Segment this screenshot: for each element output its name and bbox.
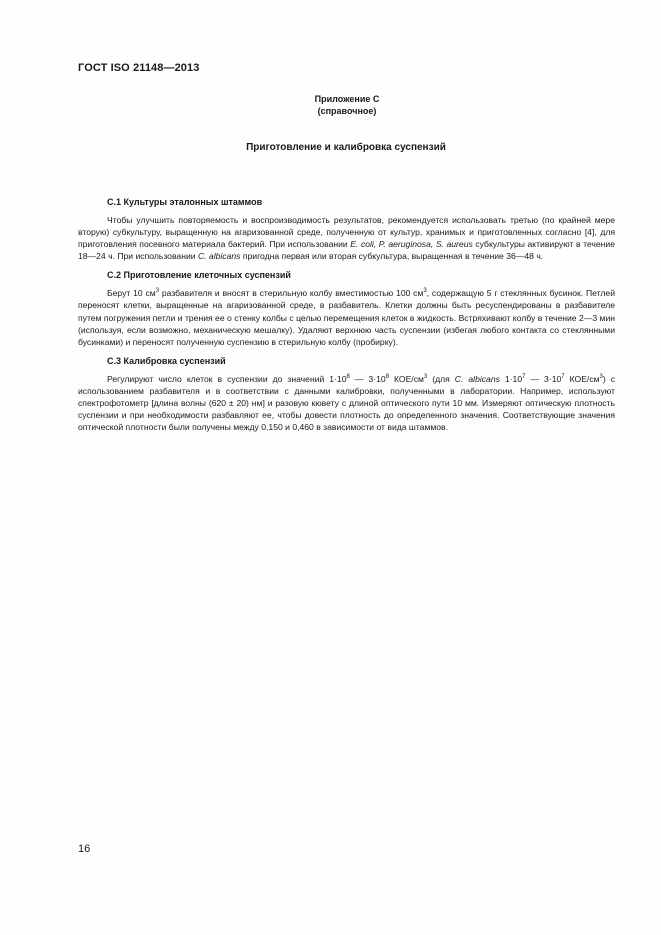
paragraph-text: пригодна первая или вторая субкультура, выращенная в течение 36—48 ч. [240, 251, 544, 262]
section-c1 [78, 196, 615, 262]
superscript: 8 [346, 373, 350, 380]
section-heading: С.1 Культуры эталонных штаммов [107, 197, 263, 207]
annex-label: Приложение С [314, 94, 380, 104]
standard-designation: ГОСТ ISO 21148—2013 [78, 62, 200, 74]
paragraph-text: (для [427, 373, 455, 384]
page-title: Приготовление и калибровка суспензий [246, 142, 446, 153]
species-name: C. albicans [197, 251, 241, 262]
paragraph-text: ) с использованием разбавителя и в соответствии с данными калибровки, полученными в лаборатории. Например, используют спектрофотометр [длина волны (620 ± 20) нм] и разовую кювету с длиной оптического пути 10 мм. Измеряют оптическую плотность суспензии и при необходимости разбавляют ее, чтобы довести плотность до определенного значения. Соответствующие значения оптической плотности были получены между 0,150 и 0,460 в зависимости от вида штаммов. [78, 373, 616, 433]
annex-type: (справочное) [317, 106, 377, 116]
paragraph-text: , содержащую 5 г стеклянных бусинок. Петлей переносят клетки, выращенные на агаризованной среде, в разбавитель. Клетки должны быть ресуспендированы в разбавителе путем погружения петли и трения ее о стенку колбы с целью перемещения клеток в жидкость. Встряхивают колбу в течение 2—3 мин (используя, если возможно, механическую мешалку). Удаляют верхнюю часть суспензии (избегая любого контакта со стеклянными бусинками) и переносят полученную суспензию в стерильную колбу (пробирку). [78, 288, 615, 347]
superscript: 8 [385, 373, 389, 380]
paragraph-text: КОЕ/см [388, 373, 424, 384]
paragraph-text: Чтобы улучшить повторяемость и воспроизводимость результатов, рекомендуется использовать третью (по крайней мере вторую) субкультуру, выращенную на агаризованной среде, полученную от культур, хранимых и приготовленных согласно [4], для приготовления посевного материала бактерий. При использовании [78, 215, 615, 250]
superscript: 3 [423, 288, 427, 295]
section-heading: С.2 Приготовление клеточных суспензий [107, 270, 291, 281]
species-names: E. coli, P. aeruginosa, S. aureus [350, 239, 473, 250]
page-number: 16 [78, 843, 91, 855]
document-body [78, 196, 615, 440]
paragraph-text: — 3·10 [525, 373, 562, 384]
paragraph-text: субкультуры активируют в течение 18—24 ч. При использовании [78, 239, 615, 262]
section-c2 [78, 269, 615, 347]
section-paragraph [78, 214, 615, 262]
paragraph-text: 1·10 [499, 373, 523, 384]
paragraph-text: — 3·10 [349, 373, 386, 384]
section-paragraph [78, 287, 615, 347]
superscript: 7 [561, 373, 565, 380]
species-name: C. albicans [454, 373, 500, 384]
paragraph-text: КОЕ/см [564, 373, 600, 384]
superscript: 3 [155, 288, 160, 295]
paragraph-text: разбавителя и вносят в стерильную колбу вместимостью 100 см [159, 288, 424, 299]
section-heading: С.3 Калибровка суспензий [107, 355, 226, 366]
section-c3 [78, 355, 615, 433]
annex-heading [300, 93, 394, 117]
section-paragraph [78, 373, 615, 433]
paragraph-text: Берут 10 см [107, 288, 156, 299]
superscript: 7 [522, 373, 526, 380]
superscript: 3 [423, 373, 428, 380]
superscript: 3 [599, 373, 603, 380]
paragraph-text: Регулируют число клеток в суспензии до значений 1·10 [107, 373, 347, 384]
